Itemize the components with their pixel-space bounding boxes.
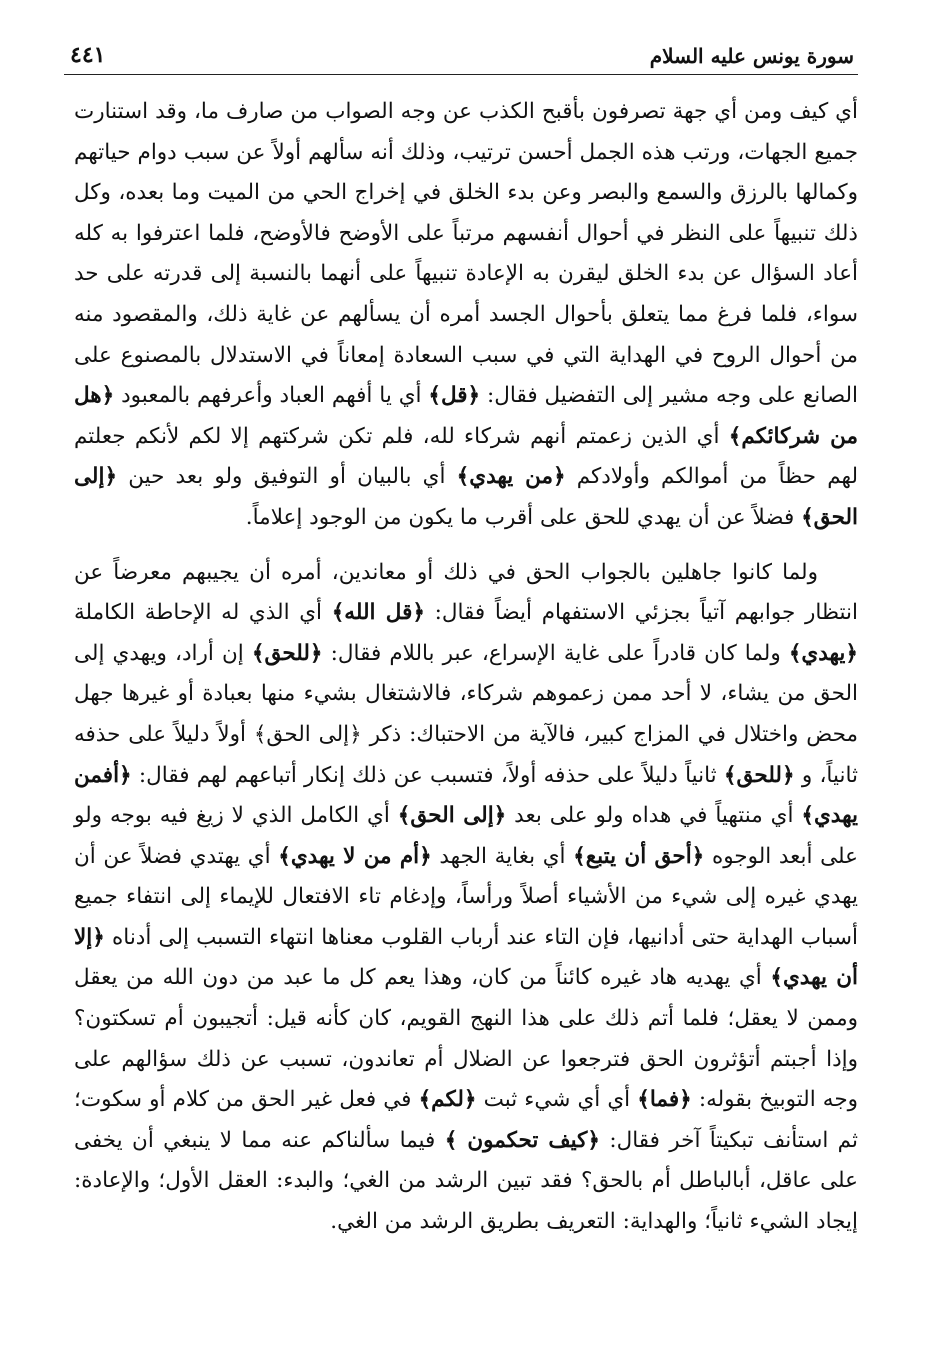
paragraph-2-text: ولما كان قادراً على غاية الإسراع، عبر باللام فقال:	[322, 640, 789, 666]
paragraph-2-text: ثانياً دليلاً على حذفه أولاً، فتسبب عن ذلك إنكار أتباعهم لهم فقال:	[131, 762, 724, 788]
quran-quote: ﴿قل﴾	[428, 383, 481, 409]
quran-quote: ﴿هل من شركائكم﴾	[74, 383, 858, 449]
quran-quote: ﴿من يهدي﴾	[456, 464, 566, 490]
paragraph-2	[74, 553, 858, 1243]
quran-quote: ﴿كيف تحكمون ﴾	[444, 1127, 600, 1153]
quran-quote: ﴿للحق﴾	[251, 640, 323, 666]
paragraph-2-text: ولما كانوا جاهلين بالجواب الحق في ذلك أو معاندين، أمره أن يجيبهم معرضاً عن انتظار جوابهم آتياً بجزئي الاستفهام أيضاً فقال:	[74, 559, 858, 626]
paragraph-2-text: أي منتهياً في هداه ولو على بعد	[506, 803, 802, 829]
quran-quote: ﴿أم من لا يهدي﴾	[278, 843, 432, 869]
paragraph-1-text: أي كيف ومن أي جهة تصرفون بأقبح الكذب عن وجه الصواب من صارف ما، وقد استنارت جميع الجهات، ورتب هذه الجمل أحسن ترتيب، وذلك أنه سألهم أولاً عن سبب دوام حياتهم وكمالها بالرزق والسمع والبصر وعن بدء الخلق في إخراج الحي من الميت وما بعده، وكل ذلك تنبيهاً على النظر في أحوال أنفسهم مرتباً على الأوضح فالأوضح، فلما اعترفوا به كله أعاد السؤال عن بدء الخلق ليقرن به الإعادة تنبيهاً على أنهما بالنسبة إلى قدرته على حد سواء، فلما فرغ مما يتعلق بأحوال الجسد أمره أن يسألهم عن غاية ذلك، والمقصود منه من أحوال الروح في الهداية التي في سبب السعادة إمعاناً في الاستدلال بالمصنوع على الصانع على وجه مشير إلى التفضيل فقال:	[74, 99, 858, 409]
page-body	[74, 92, 858, 1243]
paragraph-2-text: أي الكامل الذي لا زيغ فيه بوجه ولو على أبعد الوجوه	[74, 803, 859, 869]
paragraph-2-text: أي يهتدي فضلاً عن أن يهدي غيره إلى شيء من الأشياء أصلاً ورأساً، وإدغام تاء الافتعال للإيماء إلى انتفاء جميع أسباب الهداية حتى أدانيها، فإن التاء عند أرباب القلوب معناها انتهاء التسبب إلى أدناه	[74, 843, 858, 950]
quran-quote: ﴿إلى الحق﴾	[74, 464, 858, 530]
paragraph-2-text: أي أي شيء ثبت	[476, 1087, 638, 1113]
quran-quote: ﴿قل الله﴾	[331, 600, 425, 626]
paragraph-2-text: في فعل غير الحق من كلام أو سكوت؛ ثم استأنف تبكيتاً آخر فقال:	[74, 1087, 858, 1153]
page-header	[64, 38, 858, 75]
paragraph-1	[74, 92, 858, 539]
running-title: سورة يونس عليه السلام	[649, 44, 854, 68]
paragraph-1-text: أي الذين زعمتم أنهم شركاء لله، فلم تكن شركتهم إلا لكم لأنكم جعلتم لهم حظاً من أموالكم وأولادكم	[74, 423, 859, 490]
paragraph-1-text: فضلاً عن أن يهدي للحق على أقرب ما يكون من الوجود إعلاماً.	[245, 504, 802, 530]
paragraph-1-text: أي يا أفهم العباد وأعرفهم بالمعبود	[114, 383, 429, 409]
quran-quote: ﴿للحق﴾	[723, 762, 795, 788]
page-number: ٤٤١	[70, 42, 106, 68]
paragraph-2-text: أي يهديه هاد غيره كائناً من كان، وهذا يعم كل ما عبد من دون الله من يعقل وممن لا يعقل؛ فلما أتم ذلك على هذا النهج القويم، كان كأنه قيل: أتجيبون أم تسكتون؟ وإذا أجبتم أتؤثرون الحق فترجعوا عن الضلال أم تعاندون، تسبب عن ذلك سؤالهم على وجه التوبيخ بقوله:	[74, 965, 858, 1113]
quran-quote: ﴿لكم﴾	[418, 1087, 477, 1113]
paragraph-2-text: أي بغاية الجهد	[431, 843, 574, 869]
quran-quote: ﴿أفمن يهدي﴾	[74, 762, 858, 829]
quran-quote: ﴿أحق أن يتبع﴾	[573, 843, 705, 869]
quran-quote: ﴿يهدي﴾	[788, 640, 859, 666]
quran-quote: ﴿فما﴾	[637, 1087, 692, 1113]
paragraph-2-text: إن أراد، ويهدي إلى الحق من يشاء، لا أحد ممن زعموهم شركاء، فالاشتغال بشيء منها بعبادة أو غيرها جهل محض واختلال في المزاج كبير، فالآية من الاحتباك: ذكر ﴿إلى الحق﴾ أولاً دليلاً على حذفه ثانياً، و	[74, 640, 858, 788]
paragraph-1-text: أي بالبيان أو التوفيق ولو بعد حين	[117, 464, 457, 490]
quran-quote: ﴿إلى الحق﴾	[397, 803, 507, 829]
paragraph-2-text: فيما سألناكم عنه مما لا ينبغي أن يخفى على عاقل، أبالباطل أم بالحق؟ فقد تبين الرشد من الغي؛ والبدء: العقل الأول؛ والإعادة: إيجاد الشيء ثانياً؛ والهداية: التعريف بطريق الرشد من الغي.	[74, 1127, 858, 1235]
quran-quote: ﴿إلا أن يهدي﴾	[74, 924, 859, 991]
paragraph-2-text: أي الذي له الإحاطة الكاملة	[74, 600, 332, 626]
